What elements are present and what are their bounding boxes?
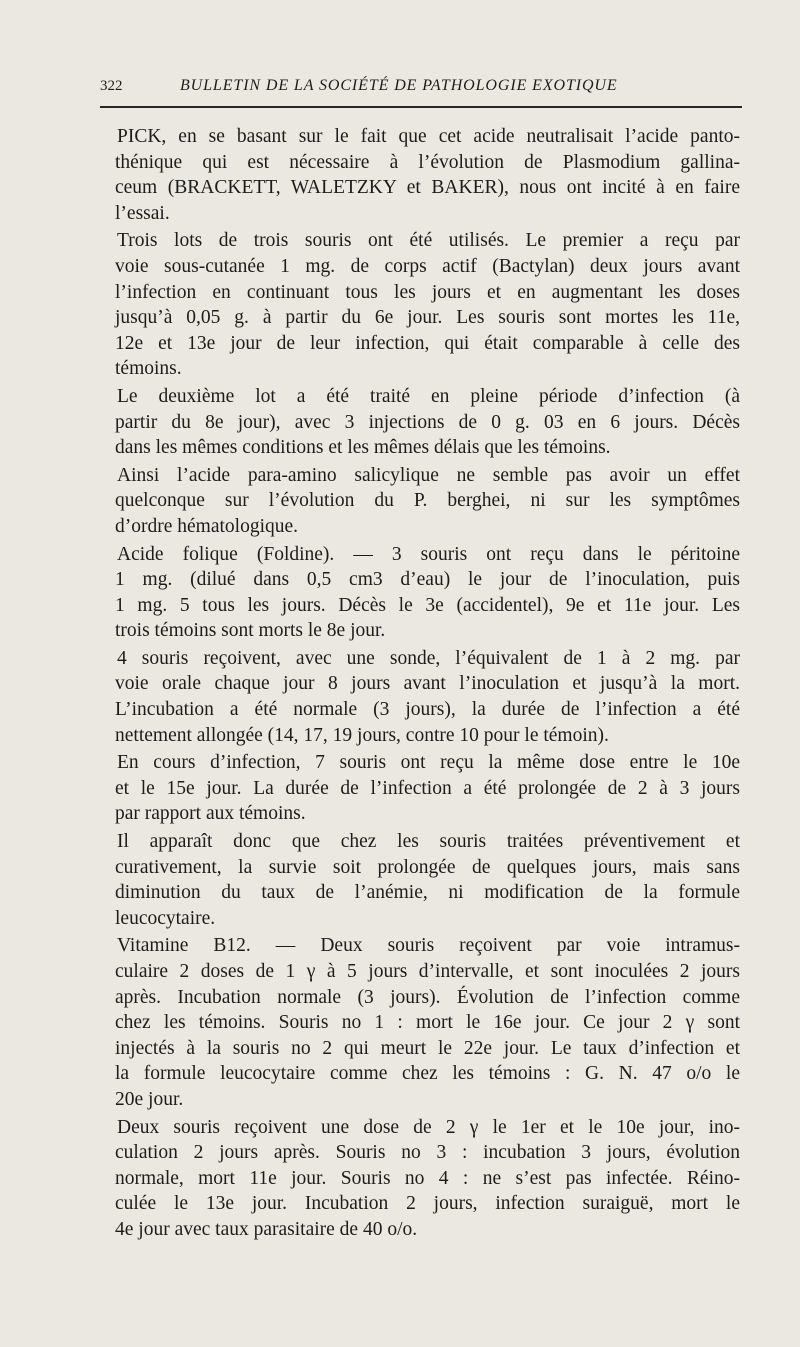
paragraph bbox=[115, 228, 740, 382]
text-line: témoins. bbox=[115, 358, 182, 380]
text-line: 12e et 13e jour de leur infection, qui était comparable à celle des bbox=[115, 332, 740, 354]
text-line: L’incubation a été normale (3 jours), la durée de l’infection a été bbox=[115, 699, 740, 721]
text-line: curativement, la survie soit prolongée de quelques jours, mais sans bbox=[115, 856, 740, 878]
text-line: 20e jour. bbox=[115, 1088, 184, 1110]
paragraph bbox=[115, 646, 740, 748]
text-line: l’infection en continuant tous les jours et en augmentant les doses bbox=[115, 281, 740, 303]
text-line: et le 15e jour. La durée de l’infection a été prolongée de 2 à 3 jours bbox=[115, 777, 740, 799]
text-line: 1 mg. 5 tous les jours. Décès le 3e (accidentel), 9e et 11e jour. Les bbox=[115, 594, 740, 616]
text-line: Il apparaît donc que chez les souris traitées préventivement et bbox=[117, 831, 740, 853]
text-line: Trois lots de trois souris ont été utilisés. Le premier a reçu par bbox=[117, 230, 740, 252]
paragraph bbox=[115, 1115, 740, 1243]
paragraph bbox=[115, 542, 740, 644]
text-line: nettement allongée (14, 17, 19 jours, contre 10 pour le témoin). bbox=[115, 724, 609, 746]
text-line: après. Incubation normale (3 jours). Évolution de l’infection comme bbox=[115, 986, 740, 1008]
text-line: par rapport aux témoins. bbox=[115, 803, 306, 825]
text-line: culation 2 jours après. Souris no 3 : incubation 3 jours, évolution bbox=[115, 1142, 740, 1164]
text-line: partir du 8e jour), avec 3 injections de 0 g. 03 en 6 jours. Décès bbox=[115, 411, 740, 433]
text-line: diminution du taux de l’anémie, ni modification de la formule bbox=[115, 882, 740, 904]
text-line: 1 mg. (dilué dans 0,5 cm3 d’eau) le jour de l’inoculation, puis bbox=[115, 569, 740, 591]
header-rule bbox=[100, 106, 742, 108]
text-line: thénique qui est nécessaire à l’évolution de Plasmodium gallina- bbox=[115, 151, 740, 173]
paragraph bbox=[115, 750, 740, 827]
text-line: PICK, en se basant sur le fait que cet acide neutralisait l’acide panto- bbox=[117, 126, 740, 147]
paragraph bbox=[115, 124, 740, 226]
text-line: normale, mort 11e jour. Souris no 4 : ne s’est pas infectée. Réino- bbox=[115, 1167, 740, 1189]
text-line: d’ordre hématologique. bbox=[115, 515, 299, 537]
paragraph bbox=[115, 384, 740, 461]
text-line: l’essai. bbox=[115, 202, 170, 224]
text-line: Ainsi l’acide para-amino salicylique ne semble pas avoir un effet bbox=[117, 464, 740, 486]
text-line: voie orale chaque jour 8 jours avant l’inoculation et jusqu’à la mort. bbox=[115, 673, 740, 695]
paragraph bbox=[115, 463, 740, 540]
text-line: 4 souris reçoivent, avec une sonde, l’équivalent de 1 à 2 mg. par bbox=[117, 647, 740, 669]
text-line: ceum (BRACKETT, WALETZKY et BAKER), nous ont incité à en faire bbox=[115, 177, 740, 199]
text-line: trois témoins sont morts le 8e jour. bbox=[115, 620, 386, 642]
text-line: Deux souris reçoivent une dose de 2 γ le 1er et le 10e jour, ino- bbox=[117, 1116, 740, 1138]
text-line: quelconque sur l’évolution du P. berghei, ni sur les symptômes bbox=[115, 490, 740, 512]
text-line: injectés à la souris no 2 qui meurt le 22e jour. Le taux d’infection et bbox=[115, 1037, 740, 1059]
text-line: Vitamine B12. — Deux souris reçoivent par voie intramus- bbox=[117, 935, 740, 957]
article-body bbox=[115, 124, 740, 1245]
text-line: culée le 13e jour. Incubation 2 jours, infection suraiguë, mort le bbox=[115, 1193, 740, 1215]
paragraph bbox=[115, 829, 740, 931]
text-line: 4e jour avec taux parasitaire de 40 o/o. bbox=[115, 1218, 418, 1240]
text-line: Acide folique (Foldine). — 3 souris ont reçu dans le péritoine bbox=[117, 543, 740, 565]
page-number: 322 bbox=[100, 78, 123, 94]
text-line: voie sous-cutanée 1 mg. de corps actif (Bactylan) deux jours avant bbox=[115, 255, 740, 277]
text-line: jusqu’à 0,05 g. à partir du 6e jour. Les souris sont mortes les 11e, bbox=[115, 307, 740, 329]
text-line: dans les mêmes conditions et les mêmes délais que les témoins. bbox=[115, 437, 611, 459]
paragraph bbox=[115, 933, 740, 1112]
text-line: chez les témoins. Souris no 1 : mort le 16e jour. Ce jour 2 γ sont bbox=[115, 1012, 740, 1034]
text-line: culaire 2 doses de 1 γ à 5 jours d’intervalle, et sont inoculées 2 jours bbox=[115, 961, 740, 982]
journal-title: BULLETIN DE LA SOCIÉTÉ DE PATHOLOGIE EXOTIQUE bbox=[180, 77, 618, 94]
text-line: leucocytaire. bbox=[115, 907, 216, 929]
text-line: la formule leucocytaire comme chez les témoins : G. N. 47 o/o le bbox=[115, 1063, 740, 1085]
text-line: En cours d’infection, 7 souris ont reçu la même dose entre le 10e bbox=[117, 752, 740, 774]
text-line: Le deuxième lot a été traité en pleine période d’infection (à bbox=[117, 385, 740, 407]
